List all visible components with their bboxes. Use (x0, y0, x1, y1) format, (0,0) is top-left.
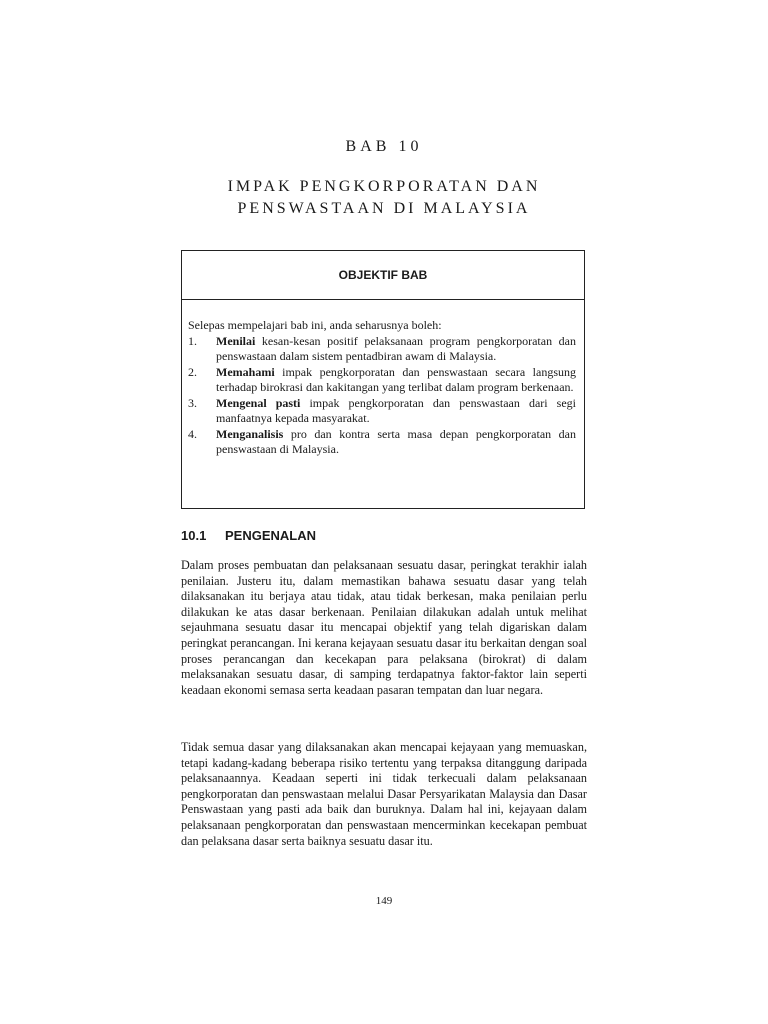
objective-item-4 (188, 427, 576, 457)
objective-item-3 (188, 396, 576, 426)
objective-text (216, 427, 576, 457)
objective-number: 1. (188, 334, 197, 348)
objective-keyword: Menilai (216, 334, 256, 348)
objectives-header: OBJEKTIF BAB (182, 251, 584, 300)
objective-item-2 (188, 365, 576, 395)
objective-text (216, 334, 576, 364)
objectives-list (188, 334, 576, 457)
chapter-label: BAB 10 (345, 138, 423, 155)
objectives-intro: Selepas mempelajari bab ini, anda seharusnya boleh: (188, 318, 442, 332)
chapter-title (0, 176, 768, 220)
objectives-body (182, 300, 584, 457)
section-heading (181, 528, 316, 543)
objective-item-1 (188, 334, 576, 364)
objective-number: 2. (188, 365, 197, 379)
objective-keyword: Memahami (216, 365, 275, 379)
objective-text (216, 365, 576, 395)
page-number: 149 (375, 895, 393, 907)
objective-number: 4. (188, 427, 197, 441)
chapter-title-line-2: PENSWASTAAN DI MALAYSIA (237, 200, 531, 217)
objective-description: pro dan kontra serta masa depan pengkorporatan dan penswastaan di Malaysia. (216, 427, 576, 456)
objective-description: impak pengkorporatan dan penswastaan dari segi manfaatnya kepada masyarakat. (216, 396, 576, 425)
objective-description: kesan-kesan positif pelaksanaan program pengkorporatan dan penswastaan dalam sistem pentadbiran awam di Malaysia. (216, 334, 576, 363)
chapter-title-line-1: IMPAK PENGKORPORATAN DAN (227, 178, 541, 195)
section-number: 10.1 (181, 528, 207, 543)
objectives-box (181, 250, 585, 509)
objective-description: impak pengkorporatan dan penswastaan secara langsung terhadap birokrasi dan kakitangan yang terlibat dalam program berkenaan. (216, 365, 576, 394)
body-paragraph-2: Tidak semua dasar yang dilaksanakan akan mencapai kejayaan yang memuaskan, tetapi kadang-kadang beberapa risiko tertentu yang terpaksa ditanggung daripada pelaksanaannya. Keadaan seperti ini tidak terkecuali dalam pelaksanaan pengkorporatan dan penswastaan melalui Dasar Persyarikatan Malaysia dan Dasar Penswastaan yang pasti ada baik dan buruknya. Dalam hal ini, kejayaan dalam pelaksanaan pengkorporatan dan penswastaan mencerminkan kecekapan pembuat dan pelaksana dasar serta baiknya sesuatu dasar itu. (181, 740, 587, 848)
objective-text (216, 396, 576, 426)
body-paragraph-1: Dalam proses pembuatan dan pelaksanaan sesuatu dasar, peringkat terakhir ialah penilaian. Justeru itu, dalam memastikan bahawa sesuatu dasar yang telah dilaksanakan itu berjaya atau tidak, atau tidak berkesan, maka penilaian perlu dilakukan ke atas dasar berkenaan. Penilaian dilakukan adalah untuk melihat sejauhmana sesuatu dasar itu mencapai objektif yang telah digariskan dalam peringkat perancangan. Ini kerana kejayaan sesuatu dasar itu berkaitan dengan soal proses perancangan dan kecekapan para pelaksana (birokrat) di dalam melaksanakan sesuatu dasar, di samping terdapatnya faktor-faktor lain seperti keadaan ekonomi semasa serta keadaan pasaran tempatan dan luar negara. (181, 558, 587, 697)
objective-number: 3. (188, 396, 197, 410)
objective-keyword: Menganalisis (216, 427, 284, 441)
section-title: PENGENALAN (225, 528, 317, 543)
objective-keyword: Mengenal pasti (216, 396, 301, 410)
